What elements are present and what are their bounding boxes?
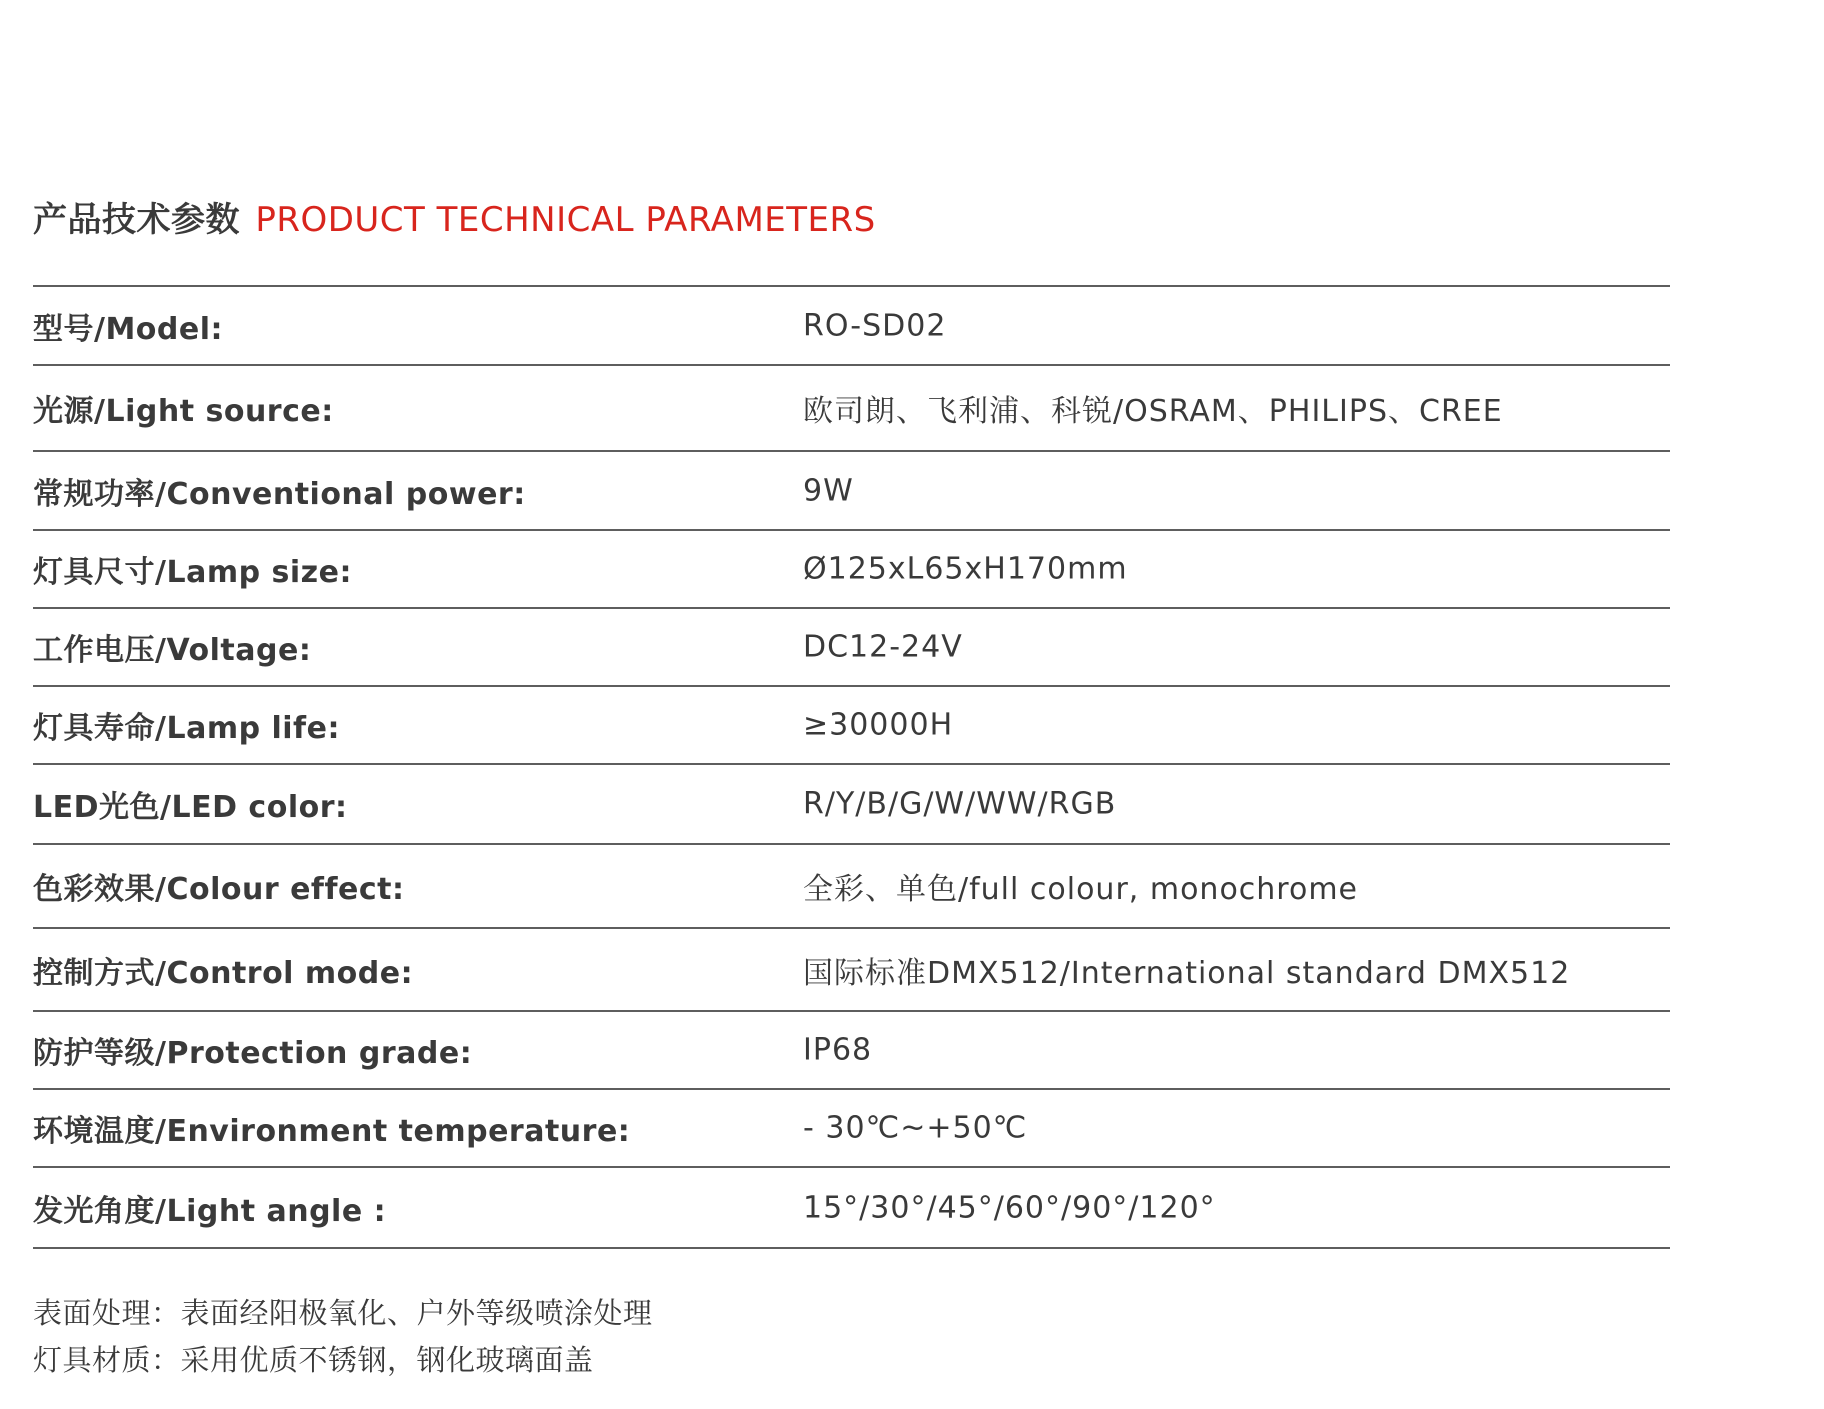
param-value: DC12-24V: [803, 629, 963, 665]
product-notes: [33, 1290, 653, 1384]
param-value: 全彩、单色/full colour, monochrome: [803, 872, 1359, 907]
param-row-led-color: [33, 765, 1670, 845]
param-row-power: [33, 452, 1670, 531]
param-label: LED光色/LED color:: [33, 790, 348, 825]
surface-treatment-note: 表面处理：表面经阳极氧化、户外等级喷涂处理: [33, 1296, 653, 1330]
lamp-material-note: 灯具材质：采用优质不锈钢，钢化玻璃面盖: [33, 1343, 594, 1377]
param-row-light-angle: [33, 1168, 1670, 1249]
param-row-protection-grade: [33, 1012, 1670, 1090]
param-value: RO-SD02: [803, 308, 947, 343]
param-value: 9W: [803, 473, 854, 508]
param-label: 光源/Light source:: [33, 394, 334, 429]
param-value: Ø125xL65xH170mm: [803, 551, 1128, 587]
param-label: 控制方式/Control mode:: [33, 955, 414, 991]
param-value: 国际标准DMX512/International standard DMX512: [803, 955, 1571, 991]
param-row-voltage: [33, 609, 1670, 687]
param-label: 常规功率/Conventional power:: [33, 476, 526, 512]
section-heading: [33, 196, 876, 244]
param-label: 发光角度/Light angle :: [33, 1193, 387, 1229]
param-value: IP68: [803, 1032, 873, 1068]
param-label: 灯具尺寸/Lamp size:: [33, 555, 352, 590]
heading-english: PRODUCT TECHNICAL PARAMETERS: [255, 200, 876, 240]
param-label: 灯具寿命/Lamp life:: [33, 711, 340, 746]
param-row-control-mode: [33, 929, 1670, 1012]
param-row-lamp-life: [33, 687, 1670, 765]
param-label: 防护等级/Protection grade:: [33, 1036, 473, 1071]
param-label: 型号/Model:: [33, 311, 224, 347]
heading-chinese: 产品技术参数: [33, 200, 240, 240]
param-value: R/Y/B/G/W/WW/RGB: [803, 786, 1117, 822]
param-value: ≥30000H: [803, 707, 954, 743]
param-value: - 30℃~+50℃: [803, 1110, 1028, 1146]
param-row-model: [33, 287, 1670, 366]
param-row-lamp-size: [33, 531, 1670, 609]
param-row-light-source: [33, 366, 1670, 452]
param-value: 15°/30°/45°/60°/90°/120°: [803, 1190, 1216, 1225]
param-row-colour-effect: [33, 845, 1670, 929]
param-label: 工作电压/Voltage:: [33, 633, 312, 668]
param-value: 欧司朗、飞利浦、科锐/OSRAM、PHILIPS、CREE: [803, 394, 1503, 429]
param-row-environment-temperature: [33, 1090, 1670, 1168]
param-label: 色彩效果/Colour effect:: [33, 872, 405, 907]
parameters-table: [33, 285, 1670, 1249]
param-label: 环境温度/Environment temperature:: [33, 1114, 631, 1149]
